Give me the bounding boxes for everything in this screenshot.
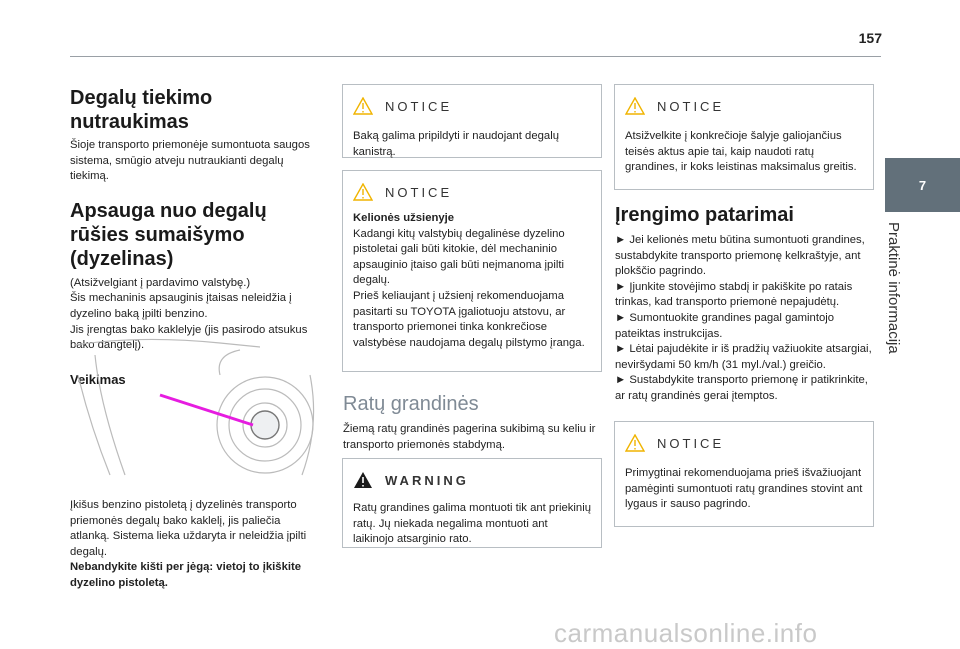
notice-title: Kelionės užsienyje xyxy=(353,212,455,224)
installation-steps: ► Jei kelionės metu būtina sumontuoti grandines, sustabdykite transporto priemonę kelkraštyje, ant plokščio pagrindo. ► Įjunkite stovėjimo stabdį ir pakiškite po ratais trinkas, kad transporto priemonė nepajudėtų. ► Sumontuokite grandines pagal gamintojo pateiktas instrukcijas. ► Lėtai pajudėkite ir iš pradžių važiuokite atsargiai, neviršydami 50 km/h (31 myl./val.) greičio. ► Sustabdykite transporto priemonę ir patikrinkite, ar ratų grandinės gerai įtemptos. xyxy=(615,234,872,402)
warning-text: Ratų grandines galima montuoti tik ant priekinių ratų. Jų niekada negalima montuoti ant laikinojo atsarginio rato. xyxy=(353,502,591,546)
notice-icon xyxy=(625,97,645,115)
operation-text: Įkišus benzino pistoletą į dyzelinės transporto priemonės degalų bako kaklelį, jis paliečia atlanką. Sistema lieka uždaryta ir neleidžia įpilti degalų. xyxy=(70,499,307,558)
filler-flap-circle xyxy=(251,411,279,439)
notice-label: NOTICE xyxy=(385,98,453,114)
notice-label: NOTICE xyxy=(657,435,725,451)
notice-box-practice xyxy=(614,421,874,527)
watermark: carmanualsonline.info xyxy=(554,618,818,648)
notice-icon xyxy=(353,97,373,115)
notice-text: Primygtinai rekomenduojama prieš išvažiuojant pamėginti sumontuoti ratų grandines stovint ant lygaus ir sauso pagrindo. xyxy=(625,467,863,511)
notice-box-legislation xyxy=(614,84,874,190)
heading-operation: Veikimas xyxy=(70,371,126,387)
heading-installation-advice: Įrengimo patarimai xyxy=(615,204,794,226)
notice-text: Atsižvelkite į konkrečioje šalyje galiojančius teisės aktus apie tai, kaip naudoti ratų grandines, ir koks leistinas maksimalus greitis. xyxy=(625,130,857,174)
warning-icon xyxy=(353,471,373,489)
chapter-title: Praktinė informacija xyxy=(885,222,902,354)
notice-box-canister xyxy=(342,84,602,158)
notice-text: Kadangi kitų valstybių degalinėse dyzelino pistoletai gali būti kitokie, dėl mechaninio apsauginio įtaiso gali būti neįmanoma įpilti degalų. Prieš keliaujant į užsienį rekomenduojama pasitarti su TOYOTA įgaliotuoju atstovu, ar transporto priemonei tinka konkrečiose valstybėse naudojama degalų pilstymo įranga. xyxy=(353,227,585,349)
heading-misfuel-protection: Apsauga nuo degalų rūšies sumaišymo (dyzelinas) xyxy=(70,199,267,270)
chapter-tab[interactable]: 7 xyxy=(885,158,960,212)
heading-fuel-cutoff: Degalų tiekimo nutraukimas xyxy=(70,87,213,133)
installation-section xyxy=(615,203,873,405)
notice-text: Baką galima pripildyti ir naudojant degalų kanistrą. xyxy=(353,130,559,158)
notice-icon xyxy=(625,434,645,452)
warning-box xyxy=(342,458,602,548)
notice-box-abroad xyxy=(342,170,602,372)
snow-chains-intro: Žiemą ratų grandinės pagerina sukibimą su keliu ir transporto priemonės stabdymą. xyxy=(343,423,596,451)
section-title-snow-chains: Ratų grandinės xyxy=(343,393,479,415)
chapter-side-label xyxy=(880,222,910,422)
notice-icon xyxy=(353,183,373,201)
top-divider xyxy=(70,56,881,57)
operation-bold-text: Nebandykite kišti per jėgą: vietoj to įkiškite dyzelino pistoletą. xyxy=(70,561,302,589)
fuel-cutoff-text: Šioje transporto priemonėje sumontuota saugos sistema, smūgio atveju nutraukianti degalų tiekimą. xyxy=(70,139,310,183)
misfuel-text: (Atsižvelgiant į pardavimo valstybę.) Šis mechaninis apsauginis įtaisas neleidžia į dyzelino baką įpilti benzino. Jis įrengtas bako kaklelyje (jis pasirodo atsukus bako dangtelį). xyxy=(70,276,308,352)
warning-label: WARNING xyxy=(385,472,469,488)
left-bottom-text xyxy=(70,498,320,592)
notice-label: NOTICE xyxy=(657,98,725,114)
snow-chains-section xyxy=(343,393,601,453)
fuel-filler-illustration xyxy=(70,335,320,480)
page-number: 157 xyxy=(858,30,882,46)
notice-label: NOTICE xyxy=(385,184,453,200)
